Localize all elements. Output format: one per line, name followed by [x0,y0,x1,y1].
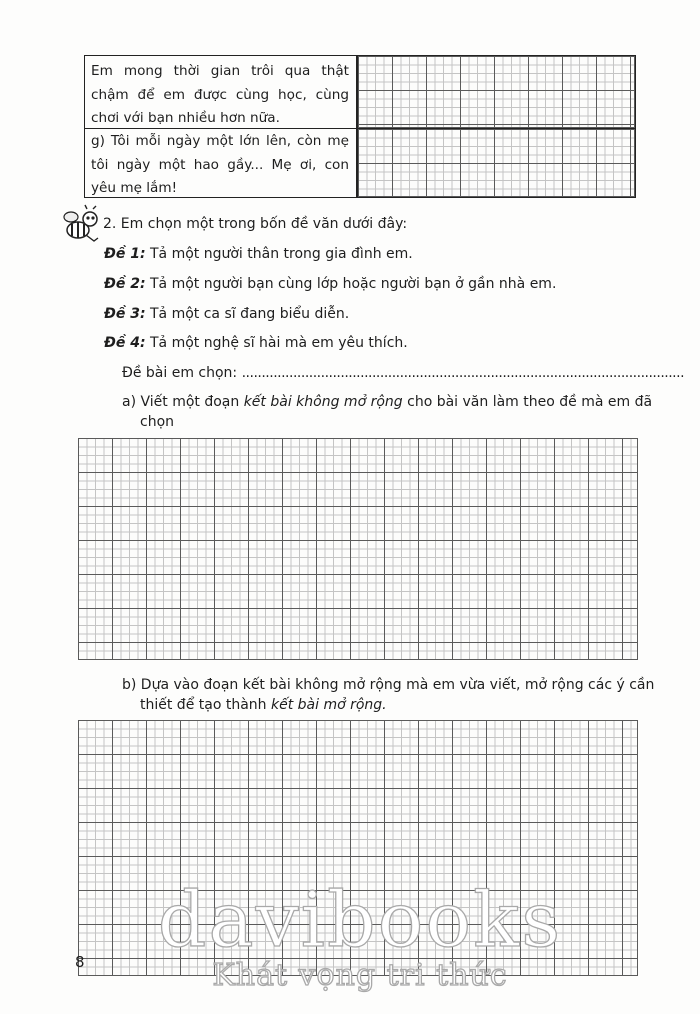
topic-text: Tả một nghệ sĩ hài mà em yêu thích. [150,335,408,351]
watermark-brand: davibooks [157,875,563,964]
writing-grid-b[interactable] [78,720,638,976]
table-cell-text: Em mong thời gian trôi qua thật chậm để em được cùng học, cùng chơi với bạn nhiều hơn nữa. [91,63,349,126]
topic-text: Tả một ca sĩ đang biểu diễn. [150,306,350,322]
topic-3 [104,306,349,322]
watermark-tagline: Khát vọng tri thức [212,958,508,993]
topic-label: Đề 4: [104,335,146,351]
part-a-prefix: a) Viết một đoạn [122,394,244,410]
writing-table [84,55,636,198]
topic-1 [104,246,413,262]
topic-text: Tả một người bạn cùng lớp hoặc người bạn ở gần nhà em. [150,276,557,292]
table-row [85,129,635,197]
bee-mascot-icon [58,205,104,245]
topic-4 [104,335,408,351]
table-cell-text: g) Tôi mỗi ngày một lớn lên, còn mẹ tôi ngày một hao gầy... Mẹ ơi, con yêu mẹ lắm! [91,133,349,196]
chosen-topic-line[interactable] [122,365,685,381]
topic-label: Đề 3: [104,306,146,322]
topic-2 [104,276,556,292]
table-row [85,56,635,129]
part-b-emphasis: kết bài mở rộng. [270,697,387,713]
writing-grid-a[interactable] [78,438,638,660]
table-divider [356,56,358,197]
writing-grid[interactable] [358,129,635,197]
section-heading: 2. Em chọn một trong bốn đề văn dưới đây: [103,216,408,232]
topic-label: Đề 2: [104,276,146,292]
part-a-emphasis: kết bài không mở rộng [243,394,403,410]
part-b-prefix: thiết để tạo thành [140,697,271,713]
chosen-topic-label: Đề bài em chọn: [122,365,238,381]
topic-text: Tả một người thân trong gia đình em. [150,246,413,262]
chosen-topic-dots[interactable]: ................................................................................................................ [241,365,685,381]
part-a-suffix: cho bài văn làm theo đề mà em đã [402,394,653,410]
part-a-line2: chọn [140,414,175,430]
part-a-line1 [122,394,652,410]
part-b-line1: b) Dựa vào đoạn kết bài không mở rộng mà em vừa viết, mở rộng các ý cần [122,677,655,693]
part-b-line2 [140,697,387,713]
writing-grid[interactable] [358,56,635,128]
page-number: 8 [75,953,85,971]
topic-label: Đề 1: [104,246,146,262]
